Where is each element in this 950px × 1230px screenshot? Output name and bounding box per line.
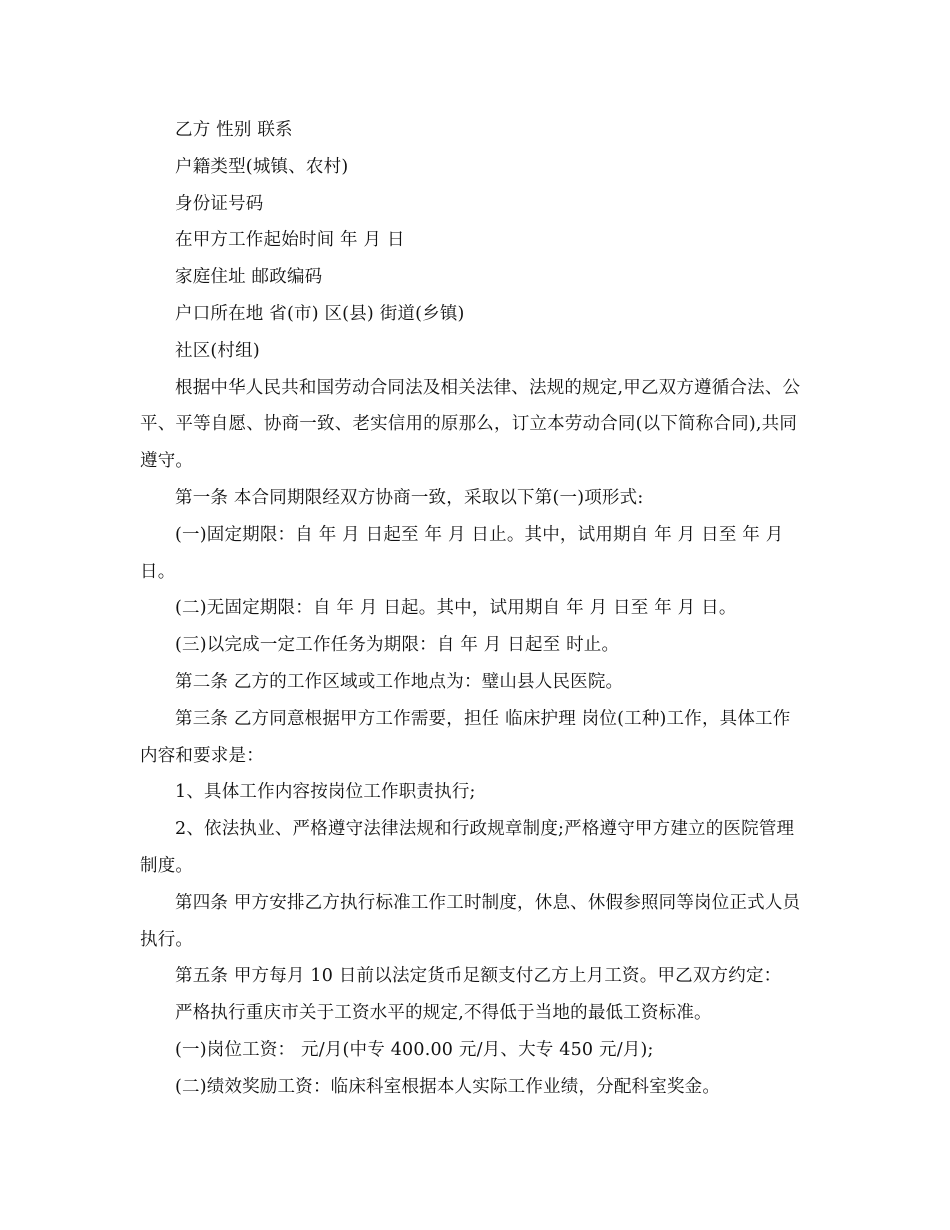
field-home-address: 家庭住址 邮政编码 [175, 267, 323, 288]
article-3-item-1: 1、具体工作内容按岗位工作职责执行; [175, 782, 476, 803]
article-4: 第四条 甲方安排乙方执行标准工作工时制度，休息、休假参照同等岗位正式人员执行。 [140, 892, 801, 950]
article-1-fixed-term: (一)固定期限：自 年 月 日起至 年 月 日止。其中，试用期自 年 月 日至 年 月 日。 [140, 524, 784, 582]
article-3: 第三条 乙方同意根据甲方工作需要，担任 临床护理 岗位(工种)工作，具体工作内容和要求是： [140, 708, 791, 766]
field-community: 社区(村组) [175, 340, 260, 361]
article-5-performance-wage: (二)绩效奖励工资：临床科室根据本人实际工作业绩，分配科室奖金。 [175, 1076, 721, 1097]
article-3-item-2: 2、依法执业、严格遵守法律法规和行政规章制度;严格遵守甲方建立的医院管理制度。 [140, 819, 795, 876]
article-5: 第五条 甲方每月 10 日前以法定货币足额支付乙方上月工资。甲乙双方约定： [175, 966, 782, 987]
field-household-type: 户籍类型(城镇、农村) [175, 156, 349, 177]
article-2: 第二条 乙方的工作区域或工作地点为：璧山县人民医院。 [175, 671, 624, 692]
field-id-number: 身份证号码 [175, 193, 264, 214]
field-household-location: 户口所在地 省(市) 区(县) 街道(乡镇) [175, 303, 465, 324]
article-5-wage-rule: 严格执行重庆市关于工资水平的规定,不得低于当地的最低工资标准。 [175, 1003, 712, 1024]
article-1-heading: 第一条 本合同期限经双方协商一致，采取以下第(一)项形式: [175, 487, 644, 508]
article-1-open-term: (二)无固定期限：自 年 月 日起。其中，试用期自 年 月 日至 年 月 日。 [175, 598, 737, 619]
field-start-date: 在甲方工作起始时间 年 月 日 [175, 230, 405, 251]
field-party-b: 乙方 性别 联系 [175, 120, 293, 140]
article-5-post-wage: (一)岗位工资： 元/月(中专 400.00 元/月、大专 450 元/月); [175, 1039, 654, 1060]
article-1-task-term: (三)以完成一定工作任务为期限：自 年 月 日起至 时止。 [175, 635, 620, 656]
preamble-paragraph: 根据中华人民共和国劳动合同法及相关法律、法规的规定,甲乙双方遵循合法、公平、平等自愿、协商一致、老实信用的原那么，订立本劳动合同(以下简称合同),共同遵守。 [140, 377, 801, 472]
document-body [140, 112, 808, 1106]
